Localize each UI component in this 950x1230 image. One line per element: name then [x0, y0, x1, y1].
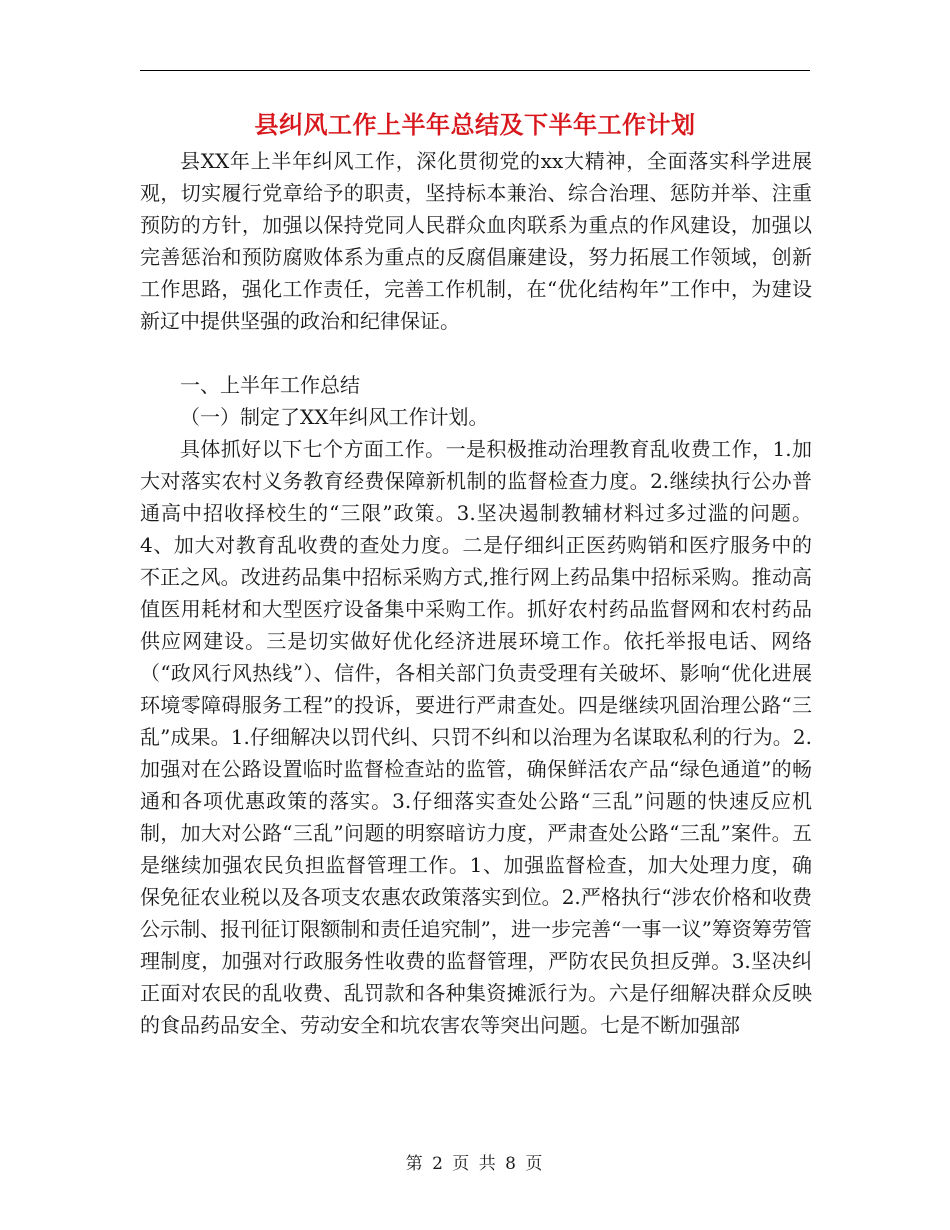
- section-heading: 一、上半年工作总结: [180, 373, 360, 397]
- body-paragraph: 具体抓好以下七个方面工作。一是积极推动治理教育乱收费工作，1.加大对落实农村义务教育经费保障新机制的监督检查力度。2.继续执行公办普通高中招收择校生的“三限”政策。3.坚决遏制教辅材料过多过滥的问题。4、加大对教育乱收费的查处力度。二是仔细纠正医药购销和医疗服务中的不正之风。改进药品集中招标采购方式,推行网上药品集中招标采购。推动高值医用耗材和大型医疗设备集中采购工作。抓好农村药品监督网和农村药品供应网建设。三是切实做好优化经济进展环境工作。依托举报电话、网络（“政风行风热线”）、信件，各相关部门负责受理有关破坏、影响“优化进展环境零障碍服务工程”的投诉，要进行严肃查处。四是继续巩固治理公路“三乱”成果。1.仔细解决以罚代纠、只罚不纠和以治理为名谋取私利的行为。2.加强对在公路设置临时监督检查站的监管，确保鲜活农产品“绿色通道”的畅通和各项优惠政策的落实。3.仔细落实查处公路“三乱”问题的快速反应机制，加大对公路“三乱”问题的明察暗访力度，严肃查处公路“三乱”案件。五是继续加强农民负担监督管理工作。1、加强监督检查，加大处理力度，确保免征农业税以及各项支农惠农政策落实到位。2.严格执行“涉农价格和收费公示制、报刊征订限额制和责任追究制”，进一步完善“一事一议”筹资筹劳管理制度，加强对行政服务性收费的监督管理，严防农民负担反弹。3.坚决纠正面对农民的乱收费、乱罚款和各种集资摊派行为。六是仔细解决群众反映的食品药品安全、劳动安全和坑农害农等突出问题。七是不断加强部: [140, 437, 812, 1037]
- document-body: [140, 145, 812, 1041]
- document-title: 县纠风工作上半年总结及下半年工作计划: [254, 110, 696, 139]
- page-number-footer: 第 2 页 共 8 页: [405, 1154, 545, 1174]
- paragraph-spacer: [140, 337, 812, 369]
- intro-paragraph: 县XX年上半年纠风工作，深化贯彻党的xx大精神，全面落实科学进展观，切实履行党章给予的职责，坚持标本兼治、综合治理、惩防并举、注重预防的方针，加强以保持党同人民群众血肉联系为重点的作风建设，加强以完善惩治和预防腐败体系为重点的反腐倡廉建设，努力拓展工作领域，创新工作思路，强化工作责任，完善工作机制，在“优化结构年”工作中，为建设新辽中提供坚强的政治和纪律保证。: [140, 149, 812, 333]
- header-rule: [140, 70, 810, 71]
- subsection-heading: （一）制定了XX年纠风工作计划。: [180, 405, 489, 429]
